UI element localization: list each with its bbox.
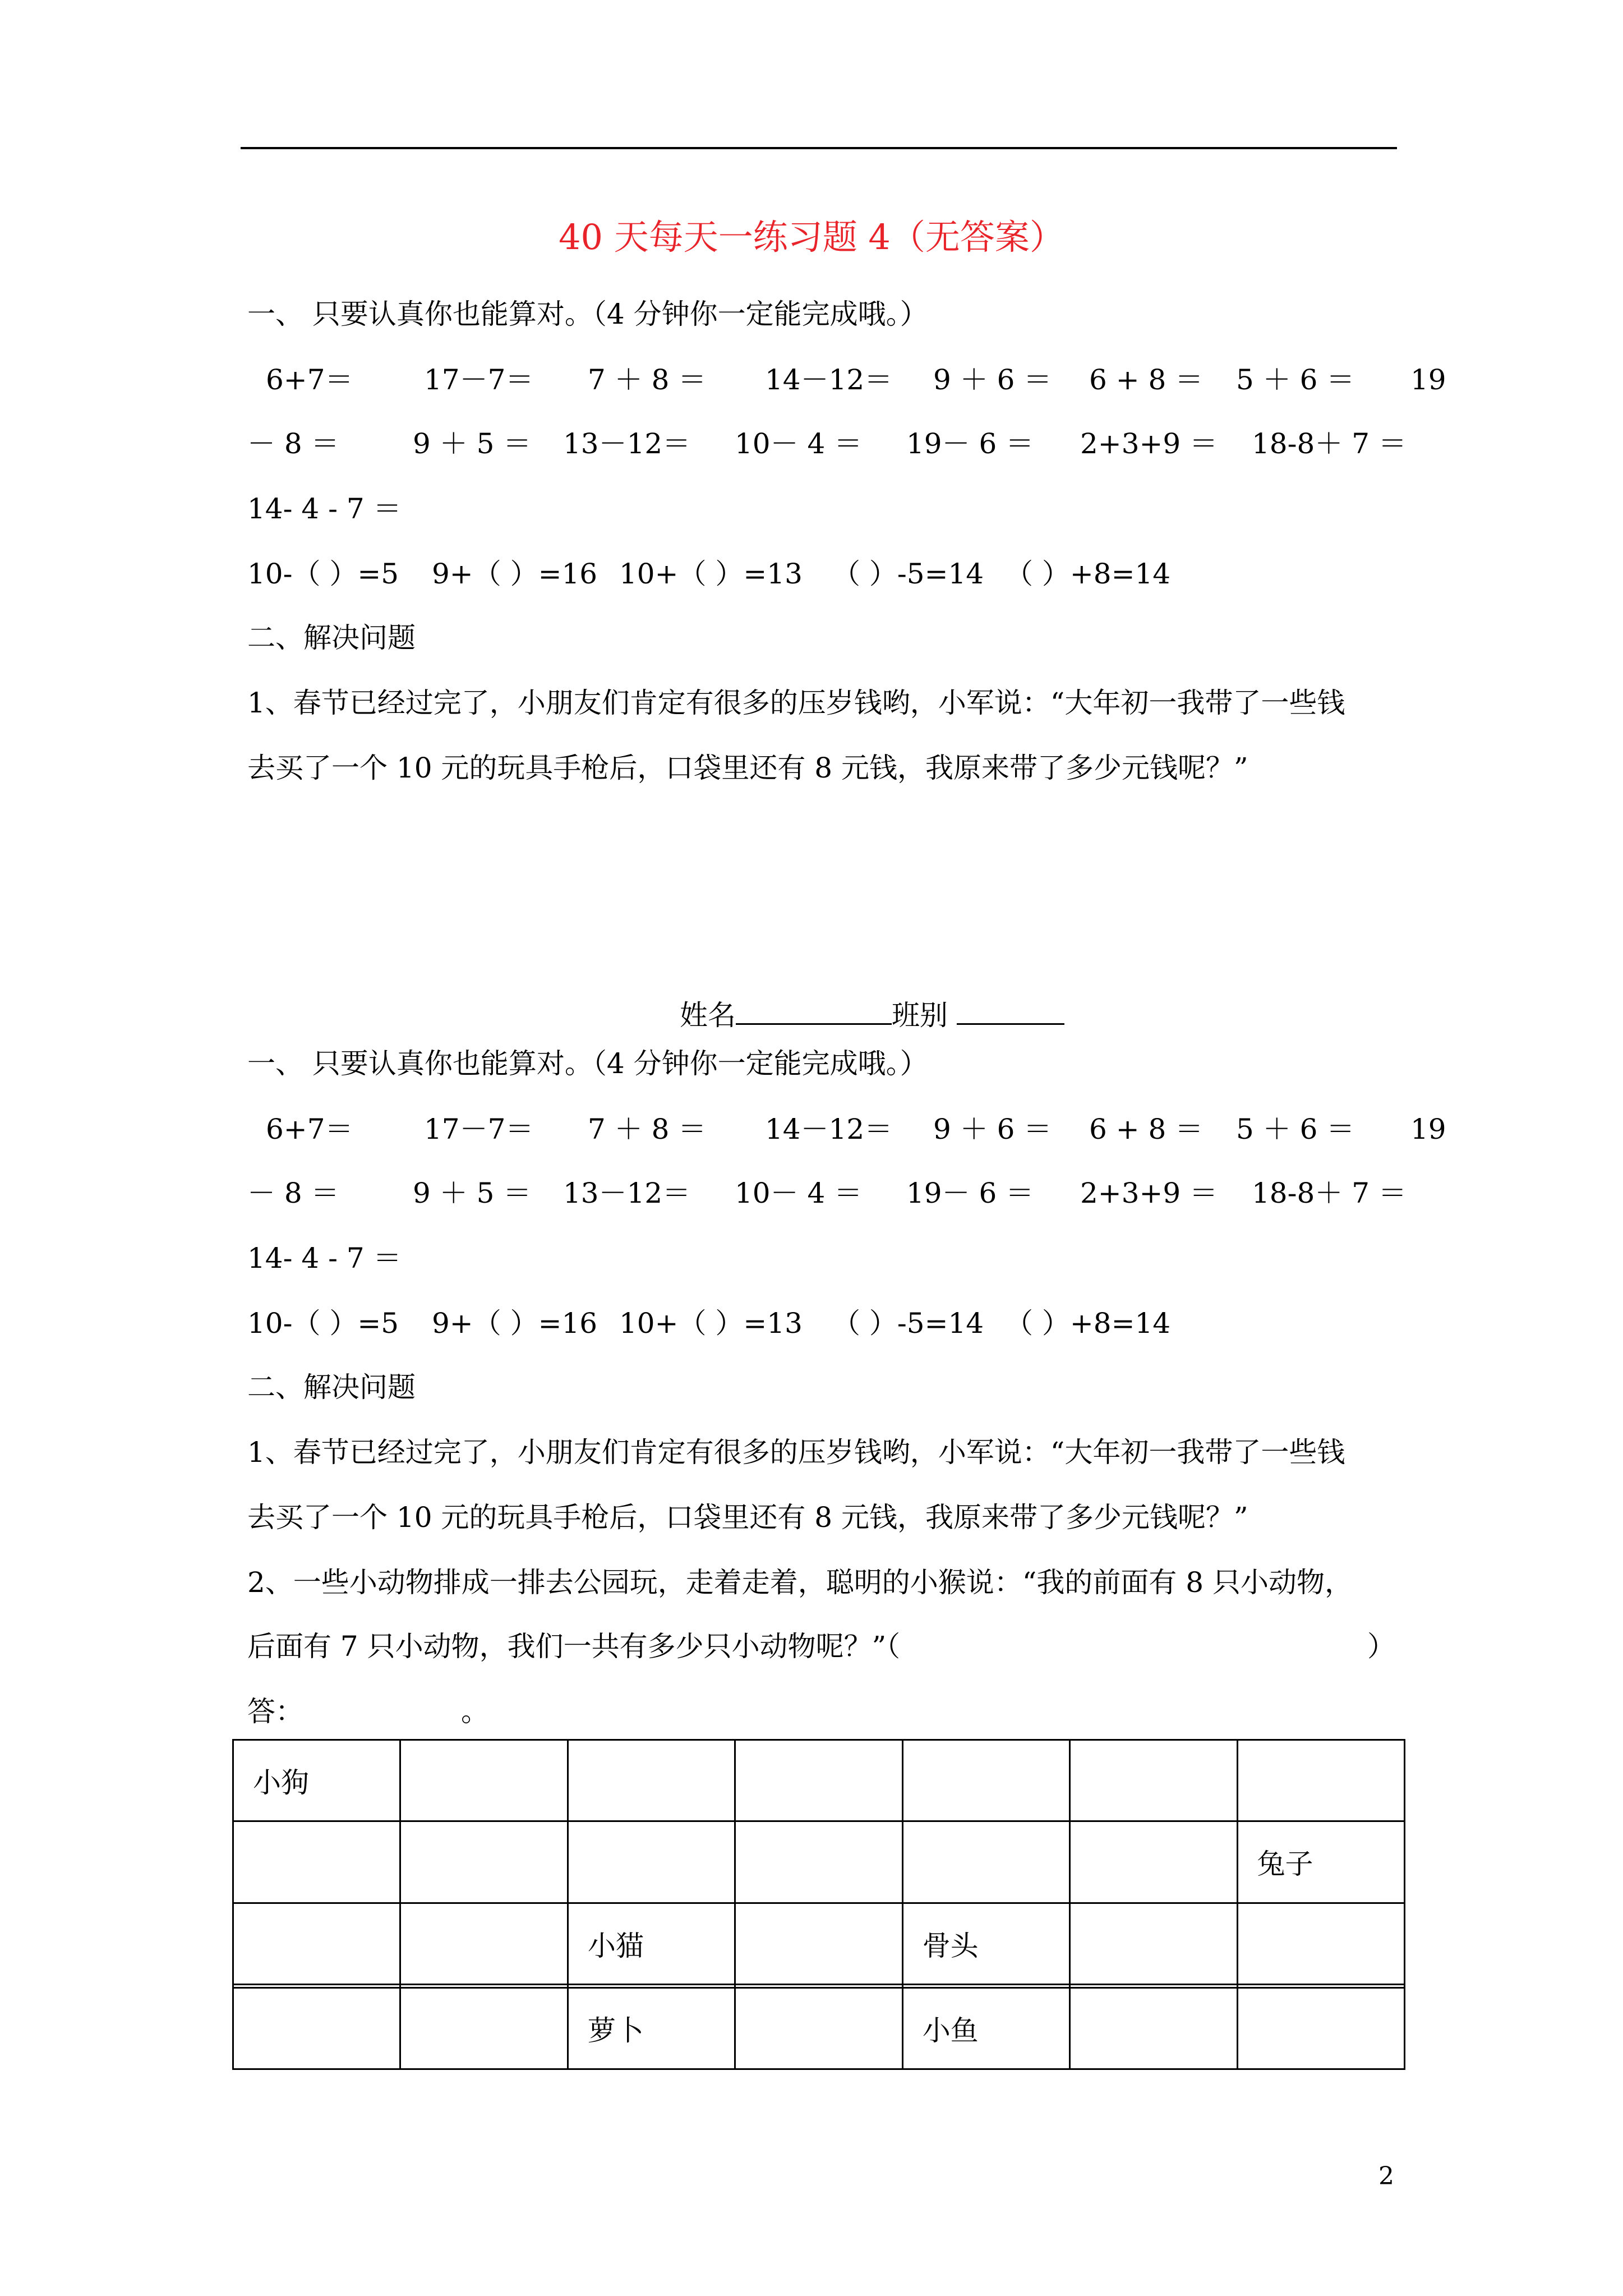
- arith-item: 5 ＋ 6 ＝: [1236, 1113, 1355, 1145]
- grid-row: [233, 1821, 1405, 1903]
- arith-item: 6+7＝: [266, 364, 353, 396]
- grid-cell: [902, 1740, 1069, 1821]
- name-label: 姓名: [680, 999, 736, 1032]
- grid-cell: [1237, 1740, 1404, 1821]
- grid-cell: [1070, 1821, 1237, 1903]
- arith-item: 19－ 6 ＝: [906, 1177, 1034, 1209]
- answer-end-mark: 。: [461, 1695, 489, 1728]
- grid-cell: [568, 1740, 735, 1821]
- arith-item: 5 ＋ 6 ＝: [1236, 364, 1355, 396]
- fill-blank-item: （ ）-5=14: [832, 558, 984, 590]
- arith-item: 14－12＝: [765, 364, 893, 396]
- grid-cell: [233, 1903, 400, 1984]
- arith-item: 7 ＋ 8 ＝: [588, 364, 707, 396]
- grid-cell: [735, 1740, 902, 1821]
- arith-item: － 8 ＝: [247, 427, 339, 460]
- grid-cell: 小猫: [568, 1903, 735, 1984]
- arith-item: 14－12＝: [765, 1113, 893, 1145]
- problem1-line: 1、春节已经过完了，小朋友们肯定有很多的压岁钱哟，小军说：“大年初一我带了一些钱: [247, 687, 1345, 719]
- arith-item: 10－ 4 ＝: [735, 427, 863, 460]
- arith-item: 9 ＋ 5 ＝: [413, 427, 532, 460]
- arith-item: 2+3+9 ＝: [1080, 1177, 1218, 1209]
- header-rule: [241, 147, 1397, 149]
- grid-cell: [1237, 1903, 1404, 1984]
- grid-cell: [1237, 1987, 1404, 2069]
- name-class-line: [680, 999, 1064, 1032]
- arith-item: 6 + 8 ＝: [1089, 364, 1204, 396]
- grid-cell: 小狗: [233, 1740, 400, 1821]
- arith-item: 19: [1410, 1113, 1446, 1145]
- arith-item: 9 ＋ 5 ＝: [413, 1177, 532, 1209]
- page-title: 40 天每天一练习题 4（无答案）: [559, 217, 1064, 257]
- fill-blank-item: 10-（ ）=5: [247, 558, 399, 590]
- arith-item: 9 ＋ 6 ＝: [933, 364, 1052, 396]
- class-blank[interactable]: [957, 999, 1064, 1025]
- problem2-line: 2、一些小动物排成一排去公园玩，走着走着，聪明的小猴说：“我的前面有 8 只小动物，: [247, 1566, 1353, 1599]
- grid-cell: [1070, 1740, 1237, 1821]
- section1-heading: 一、 只要认真你也能算对。（4 分钟你一定能完成哦。）: [247, 298, 928, 330]
- grid-cell: [1070, 1903, 1237, 1984]
- arith-item: 19: [1410, 364, 1446, 396]
- arith-item: 7 ＋ 8 ＝: [588, 1113, 707, 1145]
- grid-cell: [568, 1821, 735, 1903]
- problem2-close-paren: ）: [1367, 1630, 1395, 1663]
- fill-blank-item: 9+（ ）=16: [432, 558, 598, 590]
- problem2-line: 后面有 7 只小动物，我们一共有多少只小动物呢？”（: [247, 1630, 901, 1663]
- grid-cell: [233, 1987, 400, 2069]
- grid-row: [233, 1740, 1405, 1821]
- arith-item: 18-8＋ 7 ＝: [1252, 1177, 1407, 1209]
- grid-cell: 骨头: [902, 1903, 1069, 1984]
- name-blank[interactable]: [736, 999, 892, 1025]
- class-label: 班别: [892, 999, 948, 1032]
- arith-item: 6 + 8 ＝: [1089, 1113, 1204, 1145]
- fill-blank-item: 9+（ ）=16: [432, 1307, 598, 1340]
- grid-cell: 萝卜: [568, 1987, 735, 2069]
- grid-cell: 小鱼: [902, 1987, 1069, 2069]
- arith-item: 17－7＝: [424, 1113, 534, 1145]
- arith-item: － 8 ＝: [247, 1177, 339, 1209]
- arith-item: 14- 4 - 7 ＝: [247, 1242, 402, 1274]
- problem1-line: 去买了一个 10 元的玩具手枪后，口袋里还有 8 元钱，我原来带了多少元钱呢？”: [247, 1501, 1248, 1534]
- grid-cell: [735, 1903, 902, 1984]
- fill-blank-item: 10+（ ）=13: [619, 1307, 803, 1340]
- arith-item: 6+7＝: [266, 1113, 353, 1145]
- grid-cell: 兔子: [1237, 1821, 1404, 1903]
- arith-item: 13－12＝: [563, 1177, 691, 1209]
- grid-cell: [400, 1740, 568, 1821]
- animal-grid: [232, 1739, 1405, 2070]
- arith-item: 18-8＋ 7 ＝: [1252, 427, 1407, 460]
- arith-item: 17－7＝: [424, 364, 534, 396]
- grid-row: [233, 1903, 1405, 1984]
- fill-blank-item: （ ）+8=14: [1005, 558, 1171, 590]
- grid-cell: [233, 1821, 400, 1903]
- problem1-line: 去买了一个 10 元的玩具手枪后，口袋里还有 8 元钱，我原来带了多少元钱呢？”: [247, 752, 1248, 784]
- section1-heading: 一、 只要认真你也能算对。（4 分钟你一定能完成哦。）: [247, 1047, 928, 1080]
- section2-heading: 二、解决问题: [247, 1371, 416, 1404]
- problem1-line: 1、春节已经过完了，小朋友们肯定有很多的压岁钱哟，小军说：“大年初一我带了一些钱: [247, 1436, 1345, 1469]
- arith-item: 9 ＋ 6 ＝: [933, 1113, 1052, 1145]
- grid-row: [233, 1987, 1405, 2069]
- page-number: 2: [1378, 2162, 1394, 2191]
- arith-item: 2+3+9 ＝: [1080, 427, 1218, 460]
- grid-cell: [1070, 1987, 1237, 2069]
- fill-blank-item: 10+（ ）=13: [619, 558, 803, 590]
- fill-blank-item: （ ）+8=14: [1005, 1307, 1171, 1340]
- arith-item: 13－12＝: [563, 427, 691, 460]
- grid-cell: [400, 1987, 568, 2069]
- fill-blank-item: （ ）-5=14: [832, 1307, 984, 1340]
- arith-item: 14- 4 - 7 ＝: [247, 493, 402, 525]
- grid-cell: [400, 1903, 568, 1984]
- grid-cell: [735, 1821, 902, 1903]
- grid-cell: [400, 1821, 568, 1903]
- grid-cell: [735, 1987, 902, 2069]
- arith-item: 10－ 4 ＝: [735, 1177, 863, 1209]
- grid-cell: [902, 1821, 1069, 1903]
- answer-label: 答：: [247, 1695, 303, 1728]
- section2-heading: 二、解决问题: [247, 622, 416, 654]
- arith-item: 19－ 6 ＝: [906, 427, 1034, 460]
- fill-blank-item: 10-（ ）=5: [247, 1307, 399, 1340]
